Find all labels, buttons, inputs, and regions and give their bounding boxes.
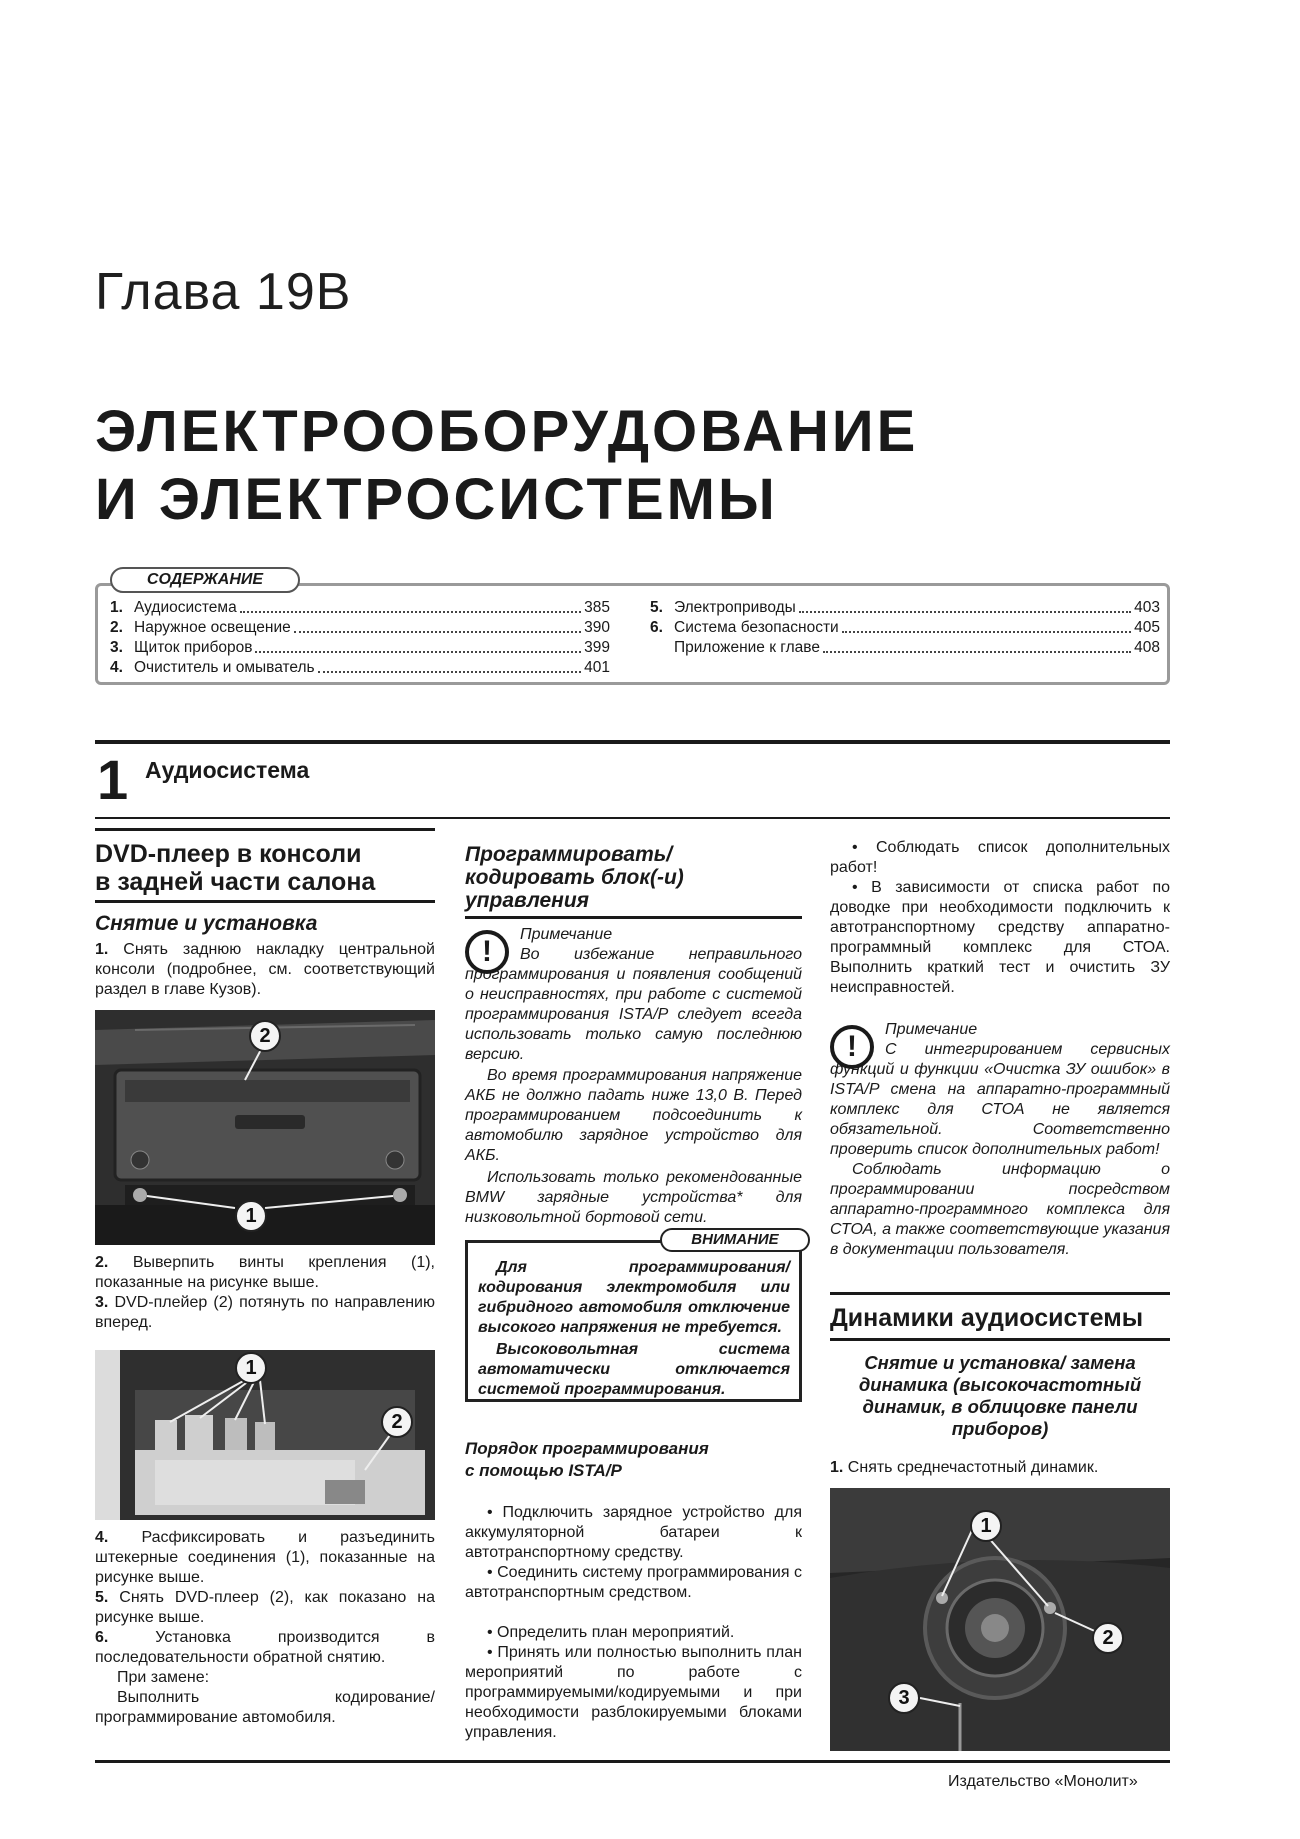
toc-item[interactable] (650, 618, 1160, 638)
callout-marker: 1 (235, 1200, 267, 1232)
callout-marker: 2 (381, 1406, 413, 1438)
toc-item-text: Система безопасности (674, 619, 839, 636)
toc-item[interactable] (110, 638, 610, 658)
step-text: Установка производится в последовательности обратной снятию. (95, 1629, 435, 1666)
section-rule-bottom (95, 817, 1170, 819)
toc-item[interactable] (650, 638, 1160, 658)
chapter-label: Глава 19B (95, 263, 352, 321)
publisher-credit: Издательство «Монолит» (948, 1773, 1138, 1790)
bullet-item: • Подключить зарядное устройство для аккумуляторной батареи к автотранспортному средству. (465, 1504, 802, 1561)
warning-paragraph: Высоковольтная система автоматически отключается системой программирования. (478, 1341, 790, 1398)
programming-heading-line-1: Программировать/ (465, 843, 673, 866)
step-text: Снять DVD-плеер (2), как показано на рисунке выше. (95, 1589, 435, 1626)
toc-item-number: 3. (110, 639, 123, 656)
speaker-step-1 (830, 1458, 1170, 1478)
toc-item-page: 385 (584, 599, 610, 616)
footer-rule (95, 1760, 1170, 1763)
column-rule (465, 916, 802, 919)
note-paragraph: С интегрированием сервисных функций и функции «Очистка ЗУ ошибок» в ISTA/P смена на аппаратно-программный комплекс для СТОА не является обязательной. Соответственно проверить список дополнительных работ! (830, 1041, 1170, 1158)
step-4 (95, 1528, 435, 1588)
programming-heading-line-3: управления (465, 889, 590, 912)
toc-item[interactable] (110, 658, 610, 678)
order-heading-line-2: с помощью ISTA/P (465, 1461, 622, 1480)
toc-leader (240, 598, 581, 613)
column-rule (95, 900, 435, 903)
programming-heading-line-2: кодировать блок(-и) (465, 866, 684, 889)
callout-marker: 1 (970, 1510, 1002, 1542)
exclamation-icon: ! (830, 1025, 874, 1069)
toc-leader (294, 618, 581, 633)
toc-item-text: Электроприводы (674, 599, 796, 616)
column-rule (95, 828, 435, 831)
note-paragraph: Во избежание неправильного программирования и появления сообщений о неисправностях, при работе с системой программирования ISTA/P следует всегда использовать только самую последнюю версию. (465, 946, 802, 1063)
speaker-subheading-line-4: приборов) (951, 1418, 1049, 1439)
step-2 (95, 1253, 435, 1293)
step-number: 1. (830, 1459, 844, 1476)
step-text: DVD-плейер (2) потянуть по направлению вперед. (95, 1294, 435, 1331)
step-text: Снять заднюю накладку центральной консоли (подробнее, см. соответствующий раздел в главе Кузов). (95, 941, 435, 998)
step-text: Снять среднечастотный динамик. (847, 1459, 1099, 1476)
toc-tab-label: СОДЕРЖАНИЕ (110, 567, 300, 593)
bullet-item: • Соблюдать список дополнительных работ! (830, 839, 1170, 876)
toc-leader (842, 618, 1131, 633)
toc-item-page: 405 (1134, 619, 1160, 636)
callout-marker: 3 (888, 1682, 920, 1714)
callout-marker: 2 (249, 1020, 281, 1052)
dvd-heading-line-2: в задней части салона (95, 868, 376, 896)
speaker-subheading-line-3: динамик, в облицовке панели (862, 1396, 1138, 1417)
step-number: 1. (95, 941, 109, 958)
toc-item-number: 6. (650, 619, 663, 636)
removal-subheading: Снятие и установка (95, 912, 318, 935)
bullet-item: • Соединить систему программирования с автотранспортным средством. (465, 1564, 802, 1601)
chapter-title-line-1: ЭЛЕКТРООБОРУДОВАНИЕ (95, 399, 919, 464)
section-rule-top (95, 740, 1170, 744)
toc-item-number: 2. (110, 619, 123, 636)
dvd-player-photo (95, 1010, 435, 1245)
step-3 (95, 1293, 435, 1333)
callout-marker: 2 (1092, 1622, 1124, 1654)
toc-item-page: 390 (584, 619, 610, 636)
column-rule (830, 1338, 1170, 1341)
toc-item-page: 401 (584, 659, 610, 676)
section-title: Аудиосистема (145, 757, 310, 783)
toc-item-text: Наружное освещение (134, 619, 291, 636)
toc-item-number: 5. (650, 599, 663, 616)
toc-item[interactable] (110, 598, 610, 618)
toc-item-page: 408 (1134, 639, 1160, 656)
note-paragraph: Во время программирования напряжение АКБ не должно падать ниже 13,0 В. Перед программированием подсоединить к автомобилю зарядное устройство для АКБ. (465, 1067, 802, 1164)
toc-leader (799, 598, 1131, 613)
bullet-item: • Определить план мероприятий. (487, 1624, 735, 1641)
section-number: 1 (97, 748, 129, 811)
step-number: 6. (95, 1629, 109, 1646)
toc-item[interactable] (110, 618, 610, 638)
step-text: Выверпить винты крепления (1), показанные на рисунке выше. (95, 1254, 435, 1291)
speakers-heading: Динамики аудиосистемы (830, 1304, 1144, 1332)
dvd-connectors-photo (95, 1350, 435, 1520)
bullet-item: • Принять или полностью выполнить план мероприятий по работе с программируемыми/кодируемыми и при необходимости разблокируемыми блоками управления. (465, 1644, 802, 1741)
note-label: Примечание (885, 1021, 978, 1038)
step-text: Расфиксировать и разъединить штекерные соединения (1), показанные на рисунке выше. (95, 1529, 435, 1586)
step-6 (95, 1628, 435, 1668)
toc-item-text: Аудиосистема (134, 599, 237, 616)
toc-leader (318, 658, 581, 673)
toc-item-number (650, 638, 674, 658)
note-label: Примечание (520, 926, 613, 943)
toc-leader (255, 638, 581, 653)
callout-marker: 1 (235, 1352, 267, 1384)
replace-text: Выполнить кодирование/программирование автомобиля. (95, 1689, 435, 1726)
exclamation-icon: ! (465, 930, 509, 974)
speaker-photo (830, 1488, 1170, 1751)
replace-label: При замене: (117, 1669, 210, 1686)
note-paragraph: Соблюдать информацию о программировании посредством аппаратно-программного комплекса для СТОА, а также соответствующие указания в документации пользователя. (830, 1161, 1170, 1258)
toc-item-text: Щиток приборов (134, 639, 253, 656)
warning-paragraph: Для программирования/кодирования электромобиля или гибридного автомобиля отключение высокого напряжения не требуется. (478, 1259, 790, 1336)
speaker-subheading-line-1: Снятие и установка/ замена (864, 1352, 1136, 1373)
toc-item-number: 4. (110, 659, 123, 676)
toc-item-text: Очиститель и омыватель (134, 659, 315, 676)
dvd-heading-line-1: DVD-плеер в консоли (95, 840, 362, 868)
step-number: 3. (95, 1294, 109, 1311)
chapter-title-line-2: И ЭЛЕКТРОСИСТЕМЫ (95, 467, 778, 532)
toc-item-number: 1. (110, 599, 123, 616)
order-heading-line-1: Порядок программирования (465, 1439, 709, 1458)
toc-item-text: Приложение к главе (674, 639, 820, 656)
step-1 (95, 940, 435, 1000)
column-rule (830, 1292, 1170, 1295)
warning-label: ВНИМАНИЕ (660, 1228, 810, 1252)
note-paragraph: Использовать только рекомендованные BMW зарядные устройства* для низковольтной бортовой сети. (465, 1169, 802, 1226)
toc-item-page: 399 (584, 639, 610, 656)
step-number: 4. (95, 1529, 109, 1546)
toc-leader (823, 638, 1131, 653)
step-number: 5. (95, 1589, 109, 1606)
toc-item[interactable] (650, 598, 1160, 618)
step-5 (95, 1588, 435, 1628)
step-number: 2. (95, 1254, 109, 1271)
speaker-subheading-line-2: динамика (высокочастотный (858, 1374, 1142, 1395)
bullet-item: • В зависимости от списка работ по доводке при необходимости подключить к автотранспортному средству аппаратно-программный комплекс для СТОА. Выполнить краткий тест и очистить ЗУ неисправностей. (830, 879, 1170, 996)
toc-item-page: 403 (1134, 599, 1160, 616)
